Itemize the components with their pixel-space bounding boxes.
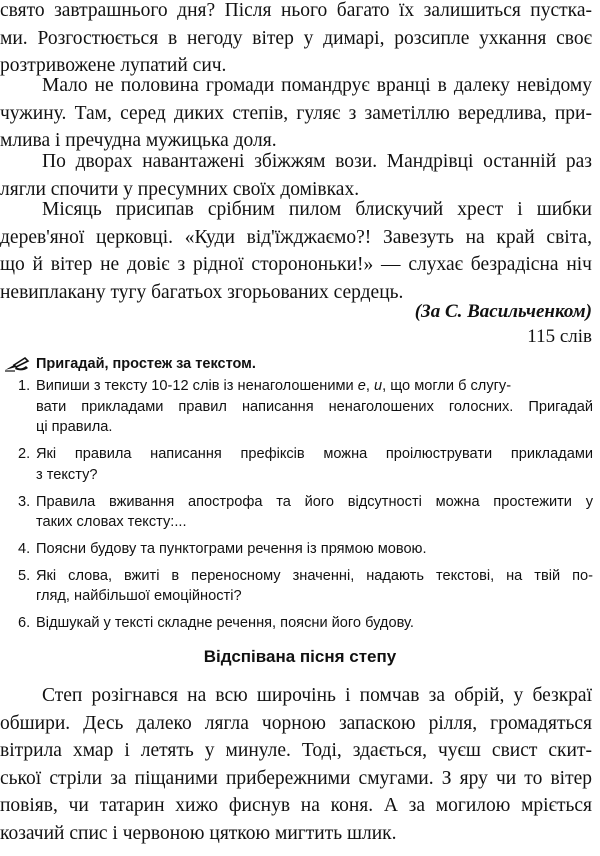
text-line: млива і пречудна мужицька доля. — [0, 130, 277, 152]
vowel-y: и — [373, 378, 383, 394]
task-line — [36, 376, 593, 397]
task-line: Відшукай у тексті складне речення, поясни його будову. — [36, 615, 414, 632]
task-text: , — [365, 378, 374, 394]
paragraph-journey — [0, 72, 592, 155]
task-line: Які слова, вжиті в переносному значенні, надають текстові, на твій по- — [36, 567, 593, 584]
task-line: таких словах тексту:... — [36, 514, 187, 531]
vowel-e: е — [357, 378, 366, 394]
paragraph-carts — [0, 148, 592, 203]
word-count: 115 слів — [527, 326, 592, 347]
text-line: лягли спочити у пресумних своїх домівках. — [0, 178, 360, 200]
task-text: , що могли б слугу- — [382, 378, 512, 394]
section-title: Відспівана пісня степу — [203, 647, 397, 666]
task-text: Випиши з тексту 10-12 слів із ненаголошеними — [36, 378, 358, 394]
task-number: 2. — [18, 446, 31, 463]
task-list — [18, 376, 593, 634]
task-number: 1. — [18, 378, 31, 394]
text-line: По дворах навантажені збіжжям вози. Мандрівці останній раз — [42, 151, 592, 172]
text-line: свято завтрашнього дня? Після нього багато їх залишиться пустка- — [0, 0, 592, 21]
text-line: Степ розігнався на всю широчінь і помчав за обрій, у безкраї — [42, 685, 592, 706]
writing-hand-icon — [4, 356, 30, 372]
text-line: обшири. Десь далеко лягла чорною запаскою рілля, громадяться — [0, 712, 592, 734]
task-item — [18, 492, 593, 533]
task-line: з тексту? — [36, 466, 98, 483]
text-line: вітрила хмар і летять у минуле. Тоді, здається, чуєш свист скит- — [0, 740, 592, 762]
text-line: що й вітер не довіє з рідної сторононьки!» — слухає безрадісна ніч — [0, 254, 592, 276]
task-number: 3. — [18, 493, 31, 510]
paragraph-storm — [0, 0, 592, 80]
paragraph-moon — [0, 196, 592, 306]
task-line: гляд, найбільшої емоційності? — [36, 588, 242, 605]
task-item — [18, 376, 593, 438]
text-line: ми. Розгостюється в негоду вітер у димарі, розсипле ухкання своє — [0, 27, 592, 49]
text-line: дерев'яної церковці. «Куди від'їжджаємо?! Завезуть на край світа, — [0, 226, 592, 248]
task-line: Правила вживання апострофа та його відсутності можна простежити у — [36, 493, 593, 510]
tasks-heading — [4, 356, 256, 372]
text-line: козачий спис і червоною цяткою мигтить шлик. — [0, 822, 397, 844]
task-number: 6. — [18, 615, 31, 632]
task-line: Поясни будову та пунктограми речення із прямою мовою. — [36, 540, 427, 557]
text-line: Мало не половина громади помандрує вранці в далеку невідому — [42, 75, 592, 96]
task-item — [18, 444, 593, 485]
task-line: Які правила написання префіксів можна проілюструвати прикладами — [36, 446, 593, 463]
text-line: ської стріли за піщаними прибережними смугами. З яру чи то вітер — [0, 767, 592, 789]
text-line: повіяв, чи татарин хижо фиснув на коня. А за могилою мріється — [0, 795, 592, 817]
paragraph-steppe — [0, 682, 592, 848]
text-line: Місяць присипав срібним пилом блискучий хрест і шибки — [42, 199, 592, 220]
task-number: 5. — [18, 567, 31, 584]
text-line: розтривожене лупатий сич. — [0, 55, 227, 77]
attribution: (За С. Васильченком) — [414, 301, 592, 322]
task-item — [18, 539, 593, 560]
task-line: вати прикладами правил написання ненаголошених голосних. Пригадай — [36, 398, 593, 415]
task-item — [18, 613, 593, 634]
task-number: 4. — [18, 540, 31, 557]
task-line: ці правила. — [36, 419, 113, 436]
text-line: чужину. Там, серед диких степів, гуляє з заметіллю вередлива, при- — [0, 102, 592, 124]
tasks-heading-text: Пригадай, простеж за текстом. — [36, 356, 256, 372]
task-item — [18, 566, 593, 607]
text-line: невиплакану тугу багатьох згорьованих сердець. — [0, 281, 404, 303]
